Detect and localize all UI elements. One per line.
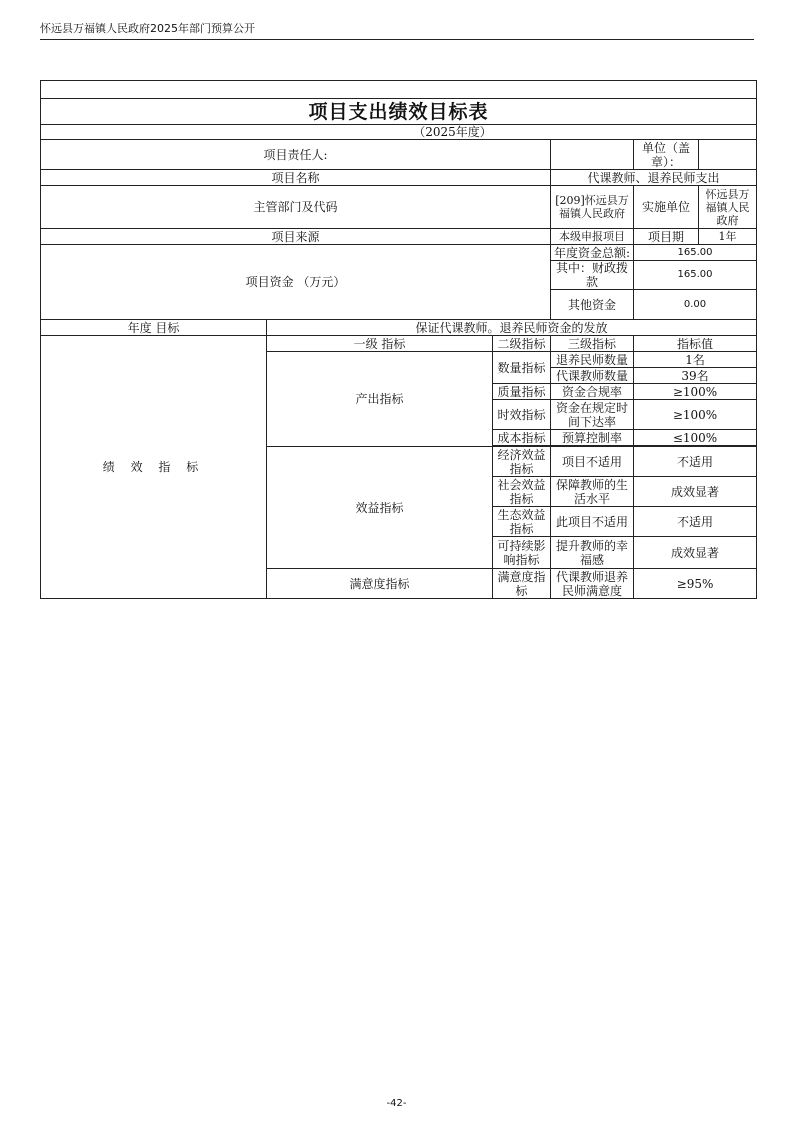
- blank-top-row: [41, 81, 757, 99]
- output-indicator: 产出指标: [267, 352, 493, 447]
- annual-goal-label: 年度 目标: [41, 320, 267, 336]
- impl-unit-label: 实施单位: [634, 186, 699, 229]
- quantity-indicator: 数量指标: [493, 352, 551, 384]
- project-name-label: 项目名称: [41, 170, 551, 186]
- satisfaction-item: 代课教师退养民师满意度: [551, 569, 634, 599]
- satisfaction-value: ≥95%: [634, 569, 757, 599]
- perf-indicators-text: 绩 效 指 标: [102, 460, 205, 474]
- sustainability-value: 成效显著: [634, 537, 757, 569]
- impl-unit-value: 怀远县万福镇人民政府: [699, 186, 757, 229]
- economic-benefit-value: 不适用: [634, 447, 757, 477]
- substitute-teacher-count: 代课教师数量: [551, 368, 634, 384]
- project-name-value: 代课教师、退养民师支出: [551, 170, 757, 186]
- page-number: -42-: [386, 1098, 407, 1109]
- retired-teacher-count: 退养民师数量: [551, 352, 634, 368]
- funds-fiscal-value: 165.00: [634, 261, 757, 290]
- dept-value: [209]怀远县万福镇人民政府: [551, 186, 634, 229]
- col-header-value: 指标值: [634, 336, 757, 352]
- benefit-indicator: 效益指标: [267, 447, 493, 569]
- retired-teacher-value: 1名: [634, 352, 757, 368]
- dept-label: 主管部门及代码: [41, 186, 551, 229]
- fiscal-year: （2025年度）: [41, 125, 757, 140]
- eco-benefit: 生态效益指标: [493, 507, 551, 537]
- responsible-label: 项目责任人:: [41, 140, 551, 170]
- unit-stamp-value: [699, 140, 757, 170]
- annual-goal-value: 保证代课教师。退养民师资金的发放: [267, 320, 757, 336]
- col-header-level3: 三级指标: [551, 336, 634, 352]
- period-value: 1年: [699, 229, 757, 245]
- page-header: 怀远县万福镇人民政府2025年部门预算公开: [40, 20, 754, 40]
- social-benefit: 社会效益指标: [493, 477, 551, 507]
- funds-total-value: 165.00: [634, 245, 757, 261]
- eco-benefit-value: 不适用: [634, 507, 757, 537]
- responsible-value: [551, 140, 634, 170]
- funds-other-value: 0.00: [634, 290, 757, 320]
- quality-indicator: 质量指标: [493, 384, 551, 400]
- budget-control-rate: 预算控制率: [551, 430, 634, 446]
- budget-control-value: ≤100%: [634, 430, 757, 446]
- social-benefit-value: 成效显著: [634, 477, 757, 507]
- fund-compliance-value: ≥100%: [634, 384, 757, 400]
- sustainability-item: 提升教师的幸福感: [551, 537, 634, 569]
- ontime-rate: 资金在规定时间下达率: [551, 400, 634, 430]
- satisfaction-indicator: 满意度指标: [267, 569, 493, 599]
- perf-indicators-label: [41, 336, 267, 599]
- unit-stamp-label: 单位（盖章）：: [634, 140, 699, 170]
- eco-benefit-item: 此项目不适用: [551, 507, 634, 537]
- funds-label: 项目资金 （万元）: [41, 245, 551, 320]
- social-benefit-item: 保障教师的生活水平: [551, 477, 634, 507]
- sustainability-impact: 可持续影响指标: [493, 537, 551, 569]
- source-value: 本级申报项目: [551, 229, 634, 245]
- substitute-teacher-value: 39名: [634, 368, 757, 384]
- economic-benefit: 经济效益指标: [493, 447, 551, 477]
- funds-fiscal-label: 其中：财政拨款: [551, 261, 634, 290]
- timeliness-indicator: 时效指标: [493, 400, 551, 430]
- period-label: 项目期: [634, 229, 699, 245]
- table-title: 项目支出绩效目标表: [41, 99, 757, 125]
- economic-benefit-item: 项目不适用: [551, 447, 634, 477]
- funds-total-label: 年度资金总额:: [551, 245, 634, 261]
- performance-target-table: [40, 80, 757, 599]
- funds-other-label: 其他资金: [551, 290, 634, 320]
- cost-indicator: 成本指标: [493, 430, 551, 446]
- col-header-level2: 二级指标: [493, 336, 551, 352]
- source-label: 项目来源: [41, 229, 551, 245]
- ontime-rate-value: ≥100%: [634, 400, 757, 430]
- fund-compliance-rate: 资金合规率: [551, 384, 634, 400]
- satisfaction-level2: 满意度指标: [493, 569, 551, 599]
- col-header-level1: 一级 指标: [267, 336, 493, 352]
